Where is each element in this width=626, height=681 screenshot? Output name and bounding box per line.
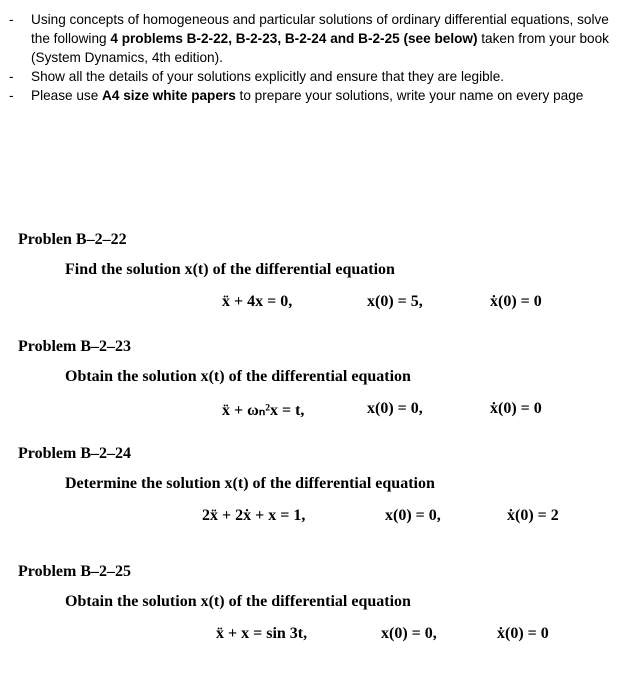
problem-title: Problen B–2–22: [18, 231, 127, 248]
instruction-item-2: [0, 67, 626, 86]
instruction-item-1: [0, 10, 626, 67]
initial-condition-velocity: ẋ(0) = 0: [490, 400, 542, 417]
problem-title: Problem B–2–25: [18, 563, 132, 580]
differential-equation: 2ẍ + 2ẋ + x = 1,: [202, 507, 306, 524]
initial-condition-velocity: ẋ(0) = 2: [507, 507, 559, 524]
instructions-list: [0, 10, 626, 105]
problem-title: Problem B–2–23: [18, 338, 132, 355]
instruction-1-problem-list: 4 problems B-2-22, B-2-23, B-2-24 and B-2-25 (see below): [110, 31, 478, 46]
differential-equation: ẍ + ωₙ²x = t,: [222, 402, 305, 419]
instruction-2-text: Show all the details of your solutions explicitly and ensure that they are legible.: [31, 69, 505, 84]
instruction-3-text-a: Please use: [31, 88, 103, 103]
bullet-dash: -: [9, 12, 14, 27]
bullet-dash: -: [9, 88, 14, 103]
initial-condition-position: x(0) = 0,: [367, 400, 423, 417]
problem-description: Obtain the solution x(t) of the differential equation: [65, 368, 411, 385]
instruction-item-3: [0, 86, 626, 105]
initial-condition-position: x(0) = 0,: [381, 625, 437, 642]
instruction-3-text-b: to prepare your solutions, write your name on every page: [235, 88, 584, 103]
problem-description: Find the solution x(t) of the differential equation: [65, 261, 395, 278]
instruction-1-text-b: taken from your book (System Dynamics, 4th edition).: [31, 31, 609, 65]
initial-condition-velocity: ẋ(0) = 0: [490, 293, 542, 310]
initial-condition-position: x(0) = 5,: [367, 293, 423, 310]
initial-condition-velocity: ẋ(0) = 0: [497, 625, 549, 642]
initial-condition-position: x(0) = 0,: [385, 507, 441, 524]
instruction-3-paper-size: A4 size white papers: [102, 88, 236, 103]
problem-description: Obtain the solution x(t) of the differential equation: [65, 593, 411, 610]
differential-equation: ẍ + 4x = 0,: [222, 293, 293, 310]
problem-title: Problem B–2–24: [18, 445, 132, 462]
problem-description: Determine the solution x(t) of the differential equation: [65, 475, 435, 492]
bullet-dash: -: [9, 69, 14, 84]
instruction-1-text-a: Using concepts of homogeneous and particular solutions of ordinary differential equations, solve the following: [31, 12, 609, 46]
differential-equation: ẍ + x = sin 3t,: [216, 625, 308, 642]
